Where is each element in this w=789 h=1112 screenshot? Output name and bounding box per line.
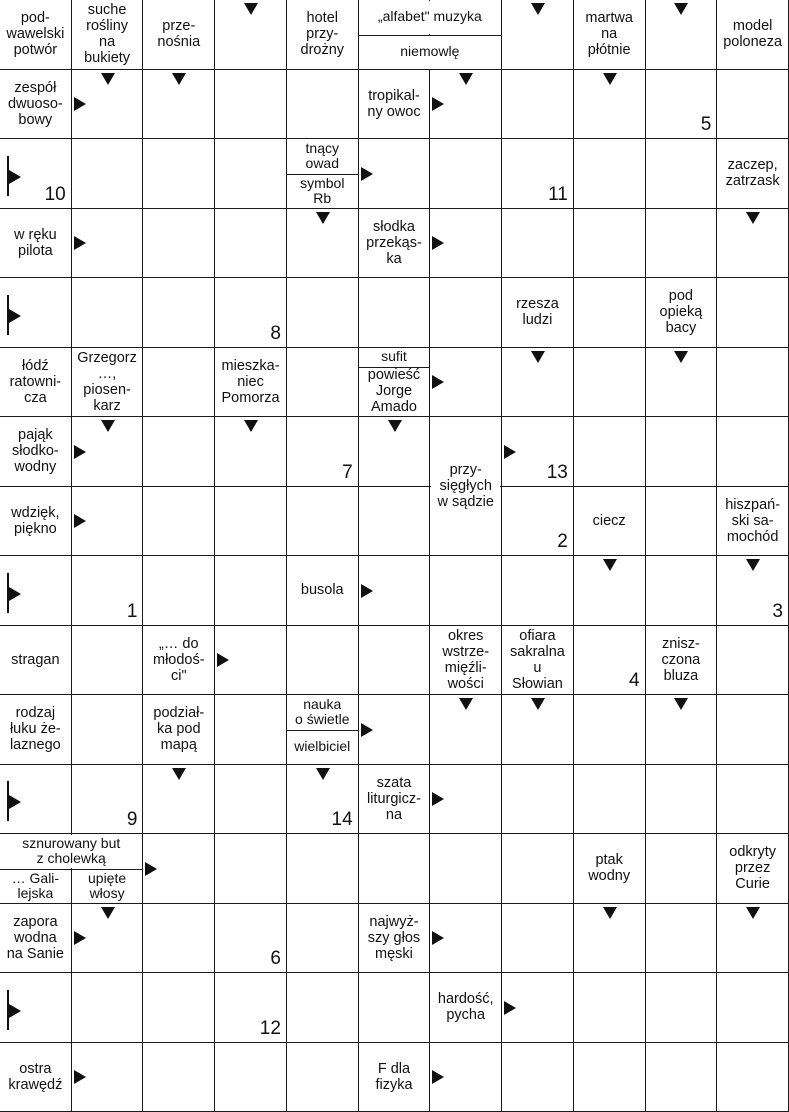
clue-c03: prze- nośnia xyxy=(157,18,201,51)
grid-cell[interactable] xyxy=(287,1043,359,1112)
clue-c25: wdzięk, piękno xyxy=(11,504,60,537)
grid-cell[interactable] xyxy=(215,487,287,557)
grid-cell[interactable] xyxy=(359,973,431,1043)
solution-number: 2 xyxy=(557,531,568,552)
grid-cell[interactable] xyxy=(215,209,287,279)
clue-c43: upięte włosy xyxy=(88,869,127,901)
grid-cell[interactable] xyxy=(143,139,215,209)
grid-cell[interactable] xyxy=(430,139,502,209)
arrow-right-icon xyxy=(432,97,444,111)
arrow-right-icon xyxy=(361,584,373,598)
grid-cell[interactable] xyxy=(143,904,215,974)
arrow-right-icon xyxy=(361,723,373,737)
arrow-down-icon xyxy=(244,420,258,432)
clue-c37: wielbiciel xyxy=(294,738,351,755)
clue-c40: ptak wodny xyxy=(588,852,631,885)
arrow-right-icon xyxy=(74,514,86,528)
clue-c31: okres wstrze- mięźli- wości xyxy=(442,627,490,692)
clue-c11: tnący owad xyxy=(305,140,339,171)
grid-cell[interactable] xyxy=(359,487,431,557)
grid-cell[interactable] xyxy=(717,278,789,348)
clue-c46: hardość, pycha xyxy=(437,991,494,1024)
grid-cell[interactable] xyxy=(502,765,574,835)
clue-c16: rzesza ludzi xyxy=(516,296,559,329)
arrow-right-icon xyxy=(432,792,444,806)
solution-number: 13 xyxy=(546,461,568,483)
clue-c20: mieszka- niec Pomorza xyxy=(221,357,280,406)
split-divider xyxy=(0,869,72,870)
grid-cell[interactable] xyxy=(717,626,789,696)
grid-cell[interactable] xyxy=(215,556,287,626)
grid-cell[interactable] xyxy=(143,973,215,1043)
clue-c44: zapora wodna na Sanie xyxy=(6,913,64,962)
arrow-down-icon xyxy=(316,212,330,224)
clue-c06: niemowlę xyxy=(400,43,460,60)
clue-c09: zespół dwuoso- bowy xyxy=(7,79,63,128)
clue-c10: tropikal- ny owoc xyxy=(367,87,421,120)
arrow-down-icon xyxy=(244,3,258,15)
grid-cell[interactable] xyxy=(717,695,789,765)
clue-c48: F dla fizyka xyxy=(375,1060,413,1093)
arrow-right-icon xyxy=(74,931,86,945)
clue-c13: zaczep, zatrzask xyxy=(725,157,780,190)
arrow-right-icon xyxy=(74,97,86,111)
grid-cell[interactable] xyxy=(502,70,574,140)
arrow-right-icon xyxy=(361,167,373,181)
arrow-down-icon xyxy=(531,351,545,363)
arrow-right-icon xyxy=(74,236,86,250)
arrow-down-icon xyxy=(531,698,545,710)
arrow-down-icon xyxy=(531,3,545,15)
clue-c23: pająk słodko- wodny xyxy=(11,427,59,476)
grid-cell[interactable] xyxy=(574,417,646,487)
solution-number: 3 xyxy=(772,600,783,622)
arrow-down-icon xyxy=(459,698,473,710)
arrow-down-icon xyxy=(101,420,115,432)
arrow-down-icon xyxy=(172,768,186,780)
grid-cell[interactable] xyxy=(717,765,789,835)
clue-c47: ostra krawędź xyxy=(8,1060,63,1093)
grid-cell[interactable] xyxy=(646,904,718,974)
grid-cell[interactable] xyxy=(574,348,646,418)
arrow-down-icon xyxy=(746,907,760,919)
clue-c08: model poloneza xyxy=(723,18,783,51)
grid-cell[interactable] xyxy=(72,626,144,696)
grid-cell[interactable] xyxy=(287,70,359,140)
grid-cell[interactable] xyxy=(574,209,646,279)
clue-c39: sznurowany but z cholewką xyxy=(22,835,121,866)
clue-c19: Grzegorz …, piosen- karz xyxy=(77,349,137,414)
grid-cell[interactable] xyxy=(502,834,574,904)
arrow-down-icon xyxy=(388,420,402,432)
grid-cell[interactable] xyxy=(143,487,215,557)
grid-cell[interactable] xyxy=(574,278,646,348)
grid-cell[interactable] xyxy=(574,973,646,1043)
clue-c30: „… do młodoś- ci" xyxy=(153,635,205,684)
clue-c41: odkryty przez Curie xyxy=(729,844,776,893)
arrow-right-icon xyxy=(432,236,444,250)
clue-c02: suche rośliny na bukiety xyxy=(84,2,131,67)
arrow-down-icon xyxy=(603,73,617,85)
grid-cell[interactable] xyxy=(646,834,718,904)
grid-cell[interactable] xyxy=(717,70,789,140)
clue-c05: „alfabet" muzyka xyxy=(377,8,482,25)
grid-cell[interactable] xyxy=(72,139,144,209)
grid-cell[interactable] xyxy=(359,626,431,696)
grid-cell[interactable] xyxy=(646,417,718,487)
split-divider xyxy=(287,174,359,175)
flag-arrow-icon xyxy=(7,781,21,821)
clue-c22: powieść Jorge Amado xyxy=(367,367,421,415)
solution-number: 12 xyxy=(259,1017,281,1039)
grid-cell[interactable] xyxy=(502,904,574,974)
flag-arrow-icon xyxy=(7,295,21,335)
grid-cell[interactable] xyxy=(215,139,287,209)
arrow-down-icon xyxy=(603,907,617,919)
grid-cell[interactable] xyxy=(646,973,718,1043)
grid-cell[interactable] xyxy=(717,348,789,418)
grid-cell[interactable] xyxy=(215,1043,287,1112)
arrow-right-icon xyxy=(432,931,444,945)
grid-cell[interactable] xyxy=(72,695,144,765)
clue-c38: szata liturgicz- na xyxy=(366,774,421,823)
clue-c24: przy- sięgłych w sądzie xyxy=(437,462,494,510)
arrow-down-icon xyxy=(674,351,688,363)
grid-cell[interactable] xyxy=(359,834,431,904)
solution-number: 4 xyxy=(628,670,640,691)
arrow-down-icon xyxy=(603,559,617,571)
arrow-right-icon xyxy=(504,1001,516,1015)
grid-cell[interactable] xyxy=(215,834,287,904)
arrow-right-icon xyxy=(74,1070,86,1084)
clue-c29: stragan xyxy=(11,651,60,668)
arrow-down-icon xyxy=(746,212,760,224)
grid-cell[interactable] xyxy=(287,487,359,557)
grid-cell[interactable] xyxy=(72,278,144,348)
split-divider xyxy=(359,367,431,368)
arrow-down-icon xyxy=(316,768,330,780)
flag-arrow-icon xyxy=(7,990,21,1030)
solution-number: 6 xyxy=(270,948,281,969)
arrow-down-icon xyxy=(172,73,186,85)
clue-c34: rodzaj łuku że- laznego xyxy=(9,705,61,754)
grid-cell[interactable] xyxy=(430,556,502,626)
grid-cell[interactable] xyxy=(143,209,215,279)
grid-cell[interactable] xyxy=(72,973,144,1043)
grid-cell[interactable] xyxy=(143,278,215,348)
clue-c27: hiszpań- ski sa- mochód xyxy=(725,496,781,545)
grid-cell[interactable] xyxy=(287,834,359,904)
clue-c28: busola xyxy=(300,582,344,599)
solution-number: 10 xyxy=(44,183,66,205)
grid-cell[interactable] xyxy=(287,626,359,696)
grid-cell[interactable] xyxy=(646,139,718,209)
grid-cell[interactable] xyxy=(502,209,574,279)
clue-c01: pod- wawelski potwór xyxy=(6,10,65,59)
solution-number: 7 xyxy=(342,461,353,483)
grid-cell[interactable] xyxy=(574,695,646,765)
grid-cell[interactable] xyxy=(502,556,574,626)
split-divider xyxy=(287,730,359,731)
grid-cell[interactable] xyxy=(215,695,287,765)
split-divider xyxy=(72,869,144,870)
grid-cell[interactable] xyxy=(574,765,646,835)
grid-cell[interactable] xyxy=(646,1043,718,1112)
arrow-right-icon xyxy=(432,1070,444,1084)
arrow-right-icon xyxy=(504,445,516,459)
clue-c33: znisz- czona bluza xyxy=(661,635,701,684)
grid-cell[interactable] xyxy=(574,139,646,209)
arrow-down-icon xyxy=(746,559,760,571)
grid-cell[interactable] xyxy=(717,973,789,1043)
grid-cell[interactable] xyxy=(646,209,718,279)
clue-c26: ciecz xyxy=(592,512,626,529)
grid-cell[interactable] xyxy=(143,1043,215,1112)
clue-c35: podział- ka pod mapą xyxy=(153,705,205,754)
grid-cell[interactable] xyxy=(646,487,718,557)
clue-c21: sufit xyxy=(381,348,407,365)
grid-cell[interactable] xyxy=(717,1043,789,1112)
arrow-down-icon xyxy=(674,3,688,15)
arrow-down-icon xyxy=(101,73,115,85)
arrow-right-icon xyxy=(145,862,157,876)
clue-c17: pod opieką bacy xyxy=(659,288,703,337)
grid-cell[interactable] xyxy=(143,417,215,487)
clue-c18: łódź ratowni- cza xyxy=(9,357,62,406)
grid-cell[interactable] xyxy=(359,278,431,348)
clue-c36: nauka o świetle xyxy=(295,696,350,727)
grid-cell[interactable] xyxy=(574,1043,646,1112)
grid-cell[interactable] xyxy=(143,556,215,626)
clue-c07: martwa na płótnie xyxy=(585,10,633,59)
grid-cell[interactable] xyxy=(215,765,287,835)
grid-cell[interactable] xyxy=(430,278,502,348)
flag-arrow-icon xyxy=(7,573,21,613)
arrow-right-icon xyxy=(74,445,86,459)
solution-number: 14 xyxy=(331,809,353,830)
clue-c14: w ręku pilota xyxy=(14,226,57,259)
clue-c32: ofiara sakralna u Słowian xyxy=(510,627,565,692)
clue-c42: … Gali- lejska xyxy=(11,869,60,901)
grid-cell[interactable] xyxy=(287,278,359,348)
arrow-down-icon xyxy=(101,907,115,919)
clue-c15: słodka przekąs- ka xyxy=(366,218,422,267)
arrow-down-icon xyxy=(459,73,473,85)
grid-cell[interactable] xyxy=(430,834,502,904)
grid-cell[interactable] xyxy=(646,765,718,835)
grid-cell[interactable] xyxy=(215,70,287,140)
solution-number: 1 xyxy=(126,600,138,622)
grid-cell[interactable] xyxy=(717,417,789,487)
grid-cell[interactable] xyxy=(143,348,215,418)
solution-number: 9 xyxy=(126,809,138,830)
grid-cell[interactable] xyxy=(502,1043,574,1112)
clue-c12: symbol Rb xyxy=(300,174,345,206)
solution-number: 8 xyxy=(270,322,281,344)
grid-cell[interactable] xyxy=(287,904,359,974)
flag-arrow-icon xyxy=(7,156,21,196)
clue-c45: najwyż- szy głos męski xyxy=(367,913,421,962)
grid-cell[interactable] xyxy=(287,348,359,418)
clue-c04: hotel przy- drożny xyxy=(300,10,345,59)
arrow-right-icon xyxy=(432,375,444,389)
solution-number: 5 xyxy=(700,114,712,135)
arrow-right-icon xyxy=(217,653,229,667)
grid-cell[interactable] xyxy=(646,556,718,626)
solution-number: 11 xyxy=(548,183,568,205)
split-divider xyxy=(359,35,502,36)
grid-cell[interactable] xyxy=(287,973,359,1043)
arrow-down-icon xyxy=(674,698,688,710)
